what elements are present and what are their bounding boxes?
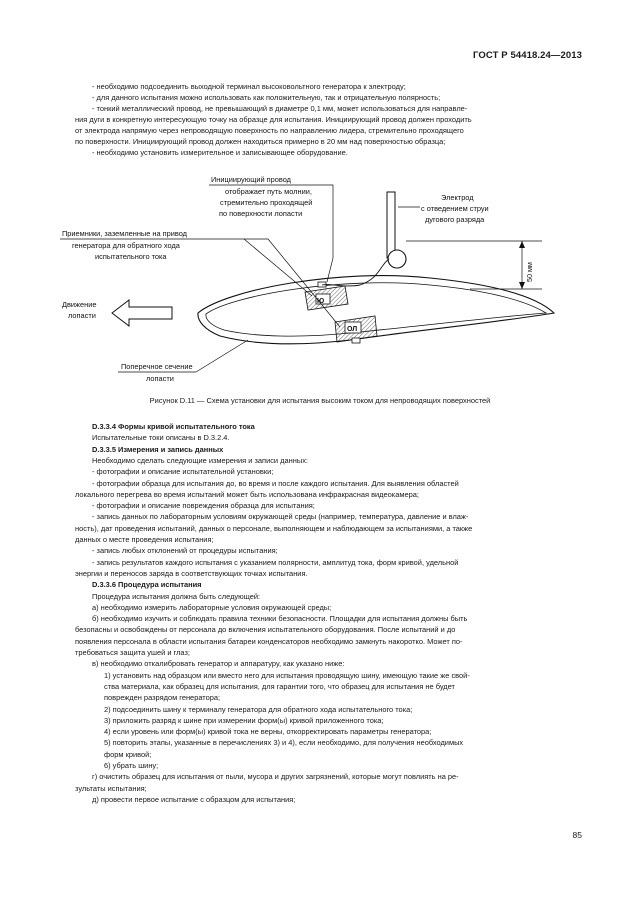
wire-label-desc: по поверхности лопасти: [219, 209, 303, 218]
section-heading: D.3.3.5 Измерения и запись данных: [92, 444, 224, 454]
body-line: 2) подсоединить шину к терминалу генератора для обратного хода испытательного тока;: [104, 704, 413, 714]
electrode-rod: [387, 192, 395, 258]
body-line: 4) если уровень или форм(ы) кривой тока не верны, откорректировать параметры генератора;: [104, 727, 432, 737]
intro-line: - необходимо установить измерительное и записывающее оборудование.: [92, 148, 348, 157]
intro-line: - тонкий металлический провод, не превышающий в диаметре 0,1 мм, может использоваться для направле-: [92, 104, 468, 113]
body-line: появления персонала в области испытания батареи конденсаторов необходимо замкнуть накоротко. Может по-: [75, 636, 463, 646]
body-line: Испытательные токи описаны в D.3.2.4.: [92, 433, 230, 443]
body-line: д) провести первое испытание с образцом для испытания;: [92, 794, 296, 804]
electrode-ball: [388, 250, 406, 268]
body-line: б) необходимо изучить и соблюдать правила техники безопасности. Площадки для испытания должны быть: [92, 614, 468, 624]
wire-label-title: Инициирующий провод: [211, 175, 291, 184]
body-line: данных о месте проведения испытания;: [75, 535, 214, 544]
body-line: 5) повторить этапы, указанные в перечислениях 3) и 4), если необходимо, для получения необходимых: [104, 738, 464, 748]
wire-label-desc: стремительно проходящей: [220, 198, 313, 207]
body-line: - фотографии образца для испытания до, во время и после каждого испытания. Для выявления областей: [92, 478, 459, 488]
intro-line: - необходимо подсоединить выходной терминал высоковольтного генератора к электроду;: [92, 82, 406, 91]
body-line: - запись данных по лабораторным условиям окружающей среды (например, температура, давление и влаж-: [92, 512, 469, 522]
body-line: ность), дат проведения испытаний, данных о персонале, выполняющем и наблюдающем за испытаниями, а также: [75, 523, 473, 533]
section-label: Поперечное сечение: [121, 362, 193, 371]
body-line: поврежден разрядом генератора;: [104, 693, 221, 703]
svg-text:ОЛ: ОЛ: [347, 326, 358, 333]
body-line: 6) убрать шину;: [104, 761, 159, 770]
body-line: ства материала, как образец для испытания, для гарантии того, что образец для испытания не будет: [104, 681, 455, 691]
intro-line: - для данного испытания можно использовать как положительную, так и отрицательную полярность;: [92, 93, 441, 102]
section-heading: D.3.3.4 Формы кривой испытательного тока: [92, 422, 255, 431]
body-line: г) очистить образец для испытания от пыли, мусора и других загрязнений, которые могут повлиять на ре-: [92, 772, 459, 782]
intro-line: по поверхности. Инициирующий провод должен находиться примерно в 20 мм над поверхностью образца;: [75, 137, 446, 146]
svg-text:Ю: Ю: [317, 298, 325, 305]
receivers-label-title: Приемники, заземленные на привод: [62, 229, 187, 238]
wire-label-desc: отображает путь молнии,: [225, 187, 312, 196]
body-line: а) необходимо измерить лабораторные условия окружающей среды;: [92, 602, 332, 612]
page-number: 85: [572, 830, 582, 840]
body-line: зультаты испытания;: [75, 783, 147, 793]
movement-arrow: [112, 300, 172, 326]
electrode-label: Электрод: [441, 193, 474, 202]
body-line: - фотографии и описание испытательной установки;: [92, 467, 274, 477]
body-line: Процедура испытания должна быть следующей:: [92, 591, 261, 601]
body-line: локального перегрева во время испытаний может быть использована инфракрасная видеокамера;: [75, 489, 419, 499]
section-label: лопасти: [146, 374, 174, 383]
dimension-label: 50 мм: [525, 262, 534, 282]
body-line: энергии и переносов заряда в соответствующих точках испытания.: [75, 568, 308, 578]
body-line: 3) приложить разряд к шине при измерении форм(ы) кривой приложенного тока;: [104, 715, 384, 725]
body-line: - запись результатов каждого испытания с указанием полярности, амплитуд тока, форм кривой, удельной: [92, 557, 459, 567]
section-heading: D.3.3.6 Процедура испытания: [92, 580, 202, 590]
body-line: безопасны и освобождены от персонала до включения испытательного оборудования. После испытаний и до: [75, 625, 456, 635]
movement-label: Движение: [62, 300, 97, 309]
body-line: в) необходимо откалибровать генератор и аппаратуру, как указано ниже:: [92, 659, 345, 669]
figure-caption: Рисунок D.11 — Схема установки для испытания высоким током для непроводящих поверхностей: [149, 396, 491, 405]
intro-line: ния дуги в конкретную интересующую точку на образце для испытания. Инициирующий провод должен проходить: [75, 115, 472, 124]
intro-line: от электрода напрямую через непроводящую поверхность по направлению лидера, стремительно проходящего: [75, 126, 464, 135]
body-line: Необходимо сделать следующие измерения и записи данных:: [92, 455, 308, 465]
body-line: 1) установить над образцом или вместо него для испытания проводящую шину, имеющую такие же свой-: [104, 670, 470, 680]
receivers-label-desc: генератора для обратного хода: [72, 241, 180, 250]
receivers-label-desc: испытательного тока: [95, 252, 167, 261]
electrode-label: с отведением струи: [421, 204, 489, 213]
body-line: - запись любых отклонений от процедуры испытания;: [92, 546, 278, 556]
body-line: требоваться защита ушей и глаз;: [75, 648, 190, 657]
movement-label: лопасти: [68, 311, 96, 320]
standard-header: ГОСТ Р 54418.24—2013: [473, 50, 582, 61]
body-line: - фотографии и описание повреждения образца для испытания;: [92, 501, 315, 511]
electrode-label: дугового разряда: [425, 215, 485, 224]
body-line: форм кривой;: [104, 749, 152, 759]
